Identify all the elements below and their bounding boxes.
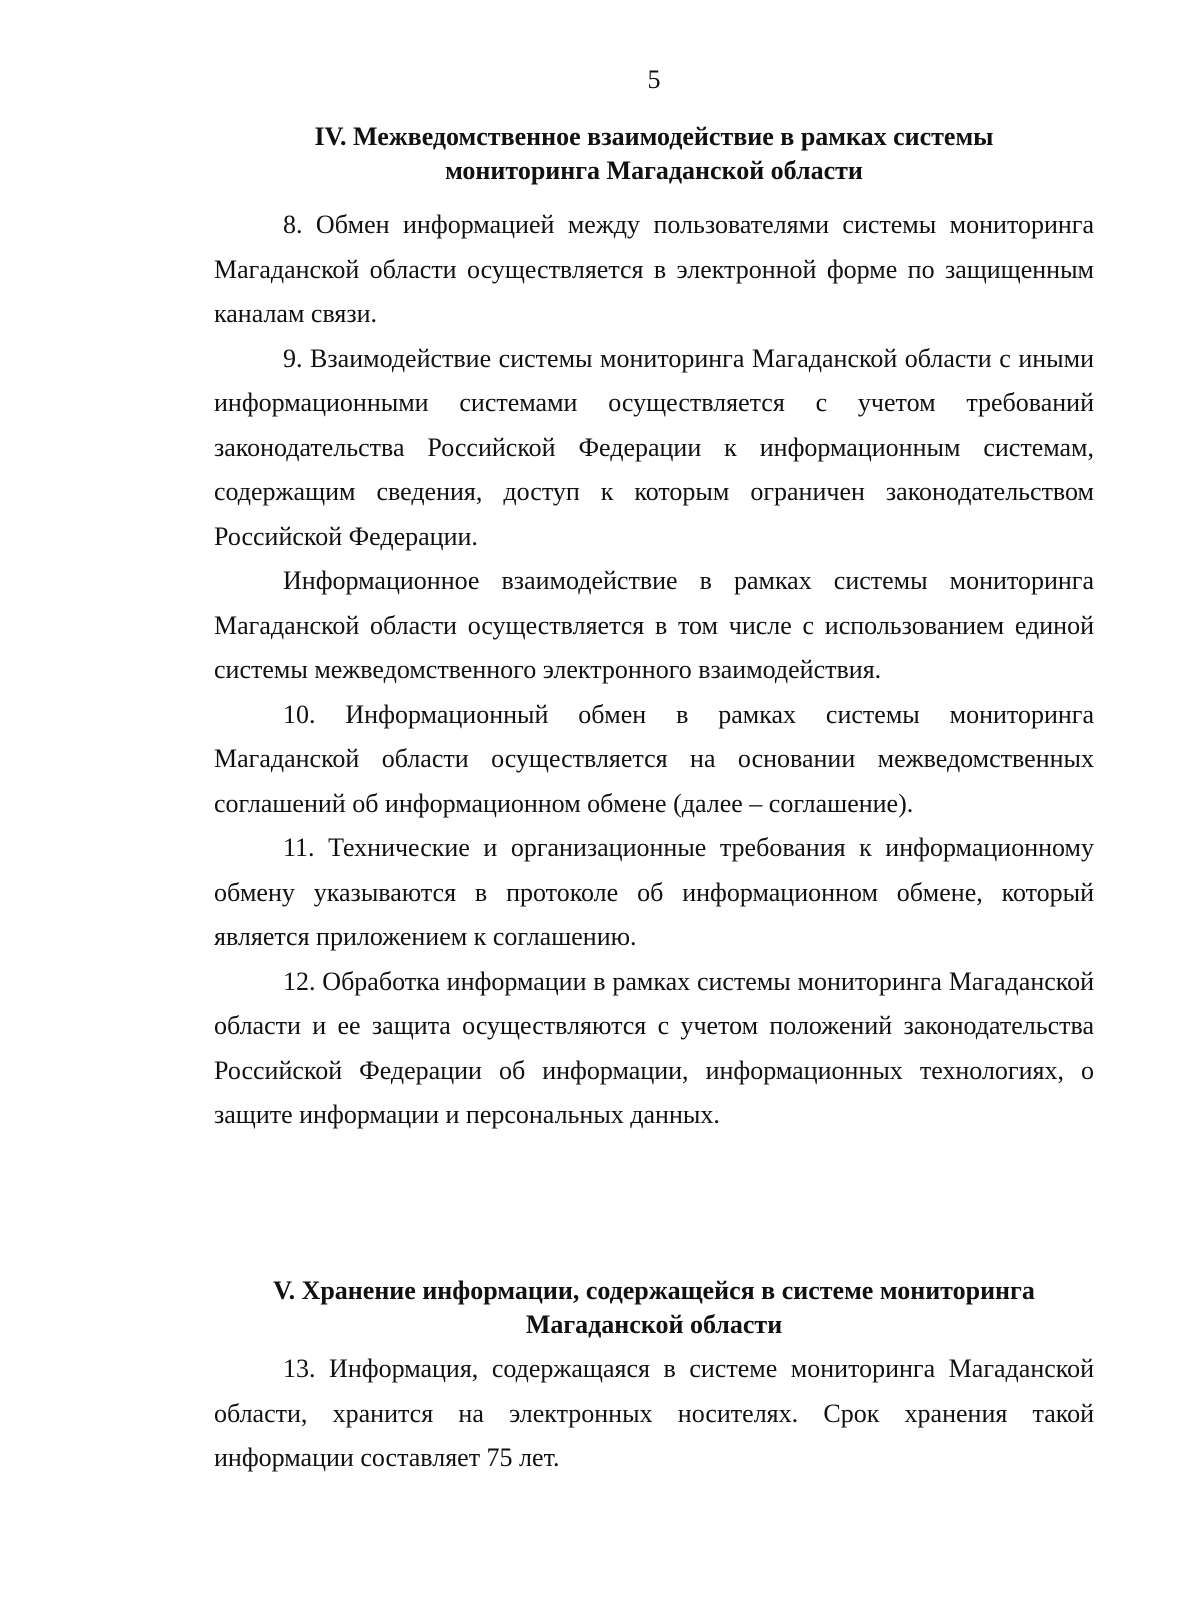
paragraph-9-continuation: Информационное взаимодействие в рамках системы мониторинга Магаданской области осуществляется в том числе с использованием единой системы межведомственного электронного взаимодействия. bbox=[214, 566, 1094, 684]
paragraph-9: 9. Взаимодействие системы мониторинга Магаданской области с иными информационными системами осуществляется с учетом требований законодательства Российской Федерации к информационным системам, содержащим сведения, доступ к которым ограничен законодательством Российской Федерации. bbox=[214, 343, 1094, 551]
section-iv-heading-line-1: IV. Межведомственное взаимодействие в рамках системы bbox=[314, 122, 994, 151]
paragraph-11: 11. Технические и организационные требования к информационному обмену указываются в протоколе об информационном обмене, который является приложением к соглашению. bbox=[214, 833, 1094, 951]
section-iv-body bbox=[214, 203, 1094, 1138]
section-v-body bbox=[214, 1347, 1094, 1481]
section-iv-heading-line-2: мониторинга Магаданской области bbox=[445, 156, 863, 185]
section-iv-heading bbox=[214, 120, 1094, 188]
page-number: 5 bbox=[647, 65, 661, 94]
section-v-heading-line-2: Магаданской области bbox=[525, 1310, 783, 1339]
paragraph-8: 8. Обмен информацией между пользователями системы мониторинга Магаданской области осуществляется в электронной форме по защищенным каналам связи. bbox=[214, 210, 1094, 328]
section-v-heading-line-1: V. Хранение информации, содержащейся в системе мониторинга bbox=[273, 1276, 1035, 1305]
paragraph-10: 10. Информационный обмен в рамках системы мониторинга Магаданской области осуществляется на основании межведомственных соглашений об информационном обмене (далее – соглашение). bbox=[214, 699, 1094, 818]
paragraph-13: 13. Информация, содержащаяся в системе мониторинга Магаданской области, хранится на электронных носителях. Срок хранения такой информации составляет 75 лет. bbox=[214, 1354, 1094, 1472]
paragraph-12: 12. Обработка информации в рамках системы мониторинга Магаданской области и ее защита осуществляются с учетом положений законодательства Российской Федерации об информации, информационных технологиях, о защите информации и персональных данных. bbox=[214, 966, 1094, 1129]
section-v-heading bbox=[214, 1274, 1094, 1342]
